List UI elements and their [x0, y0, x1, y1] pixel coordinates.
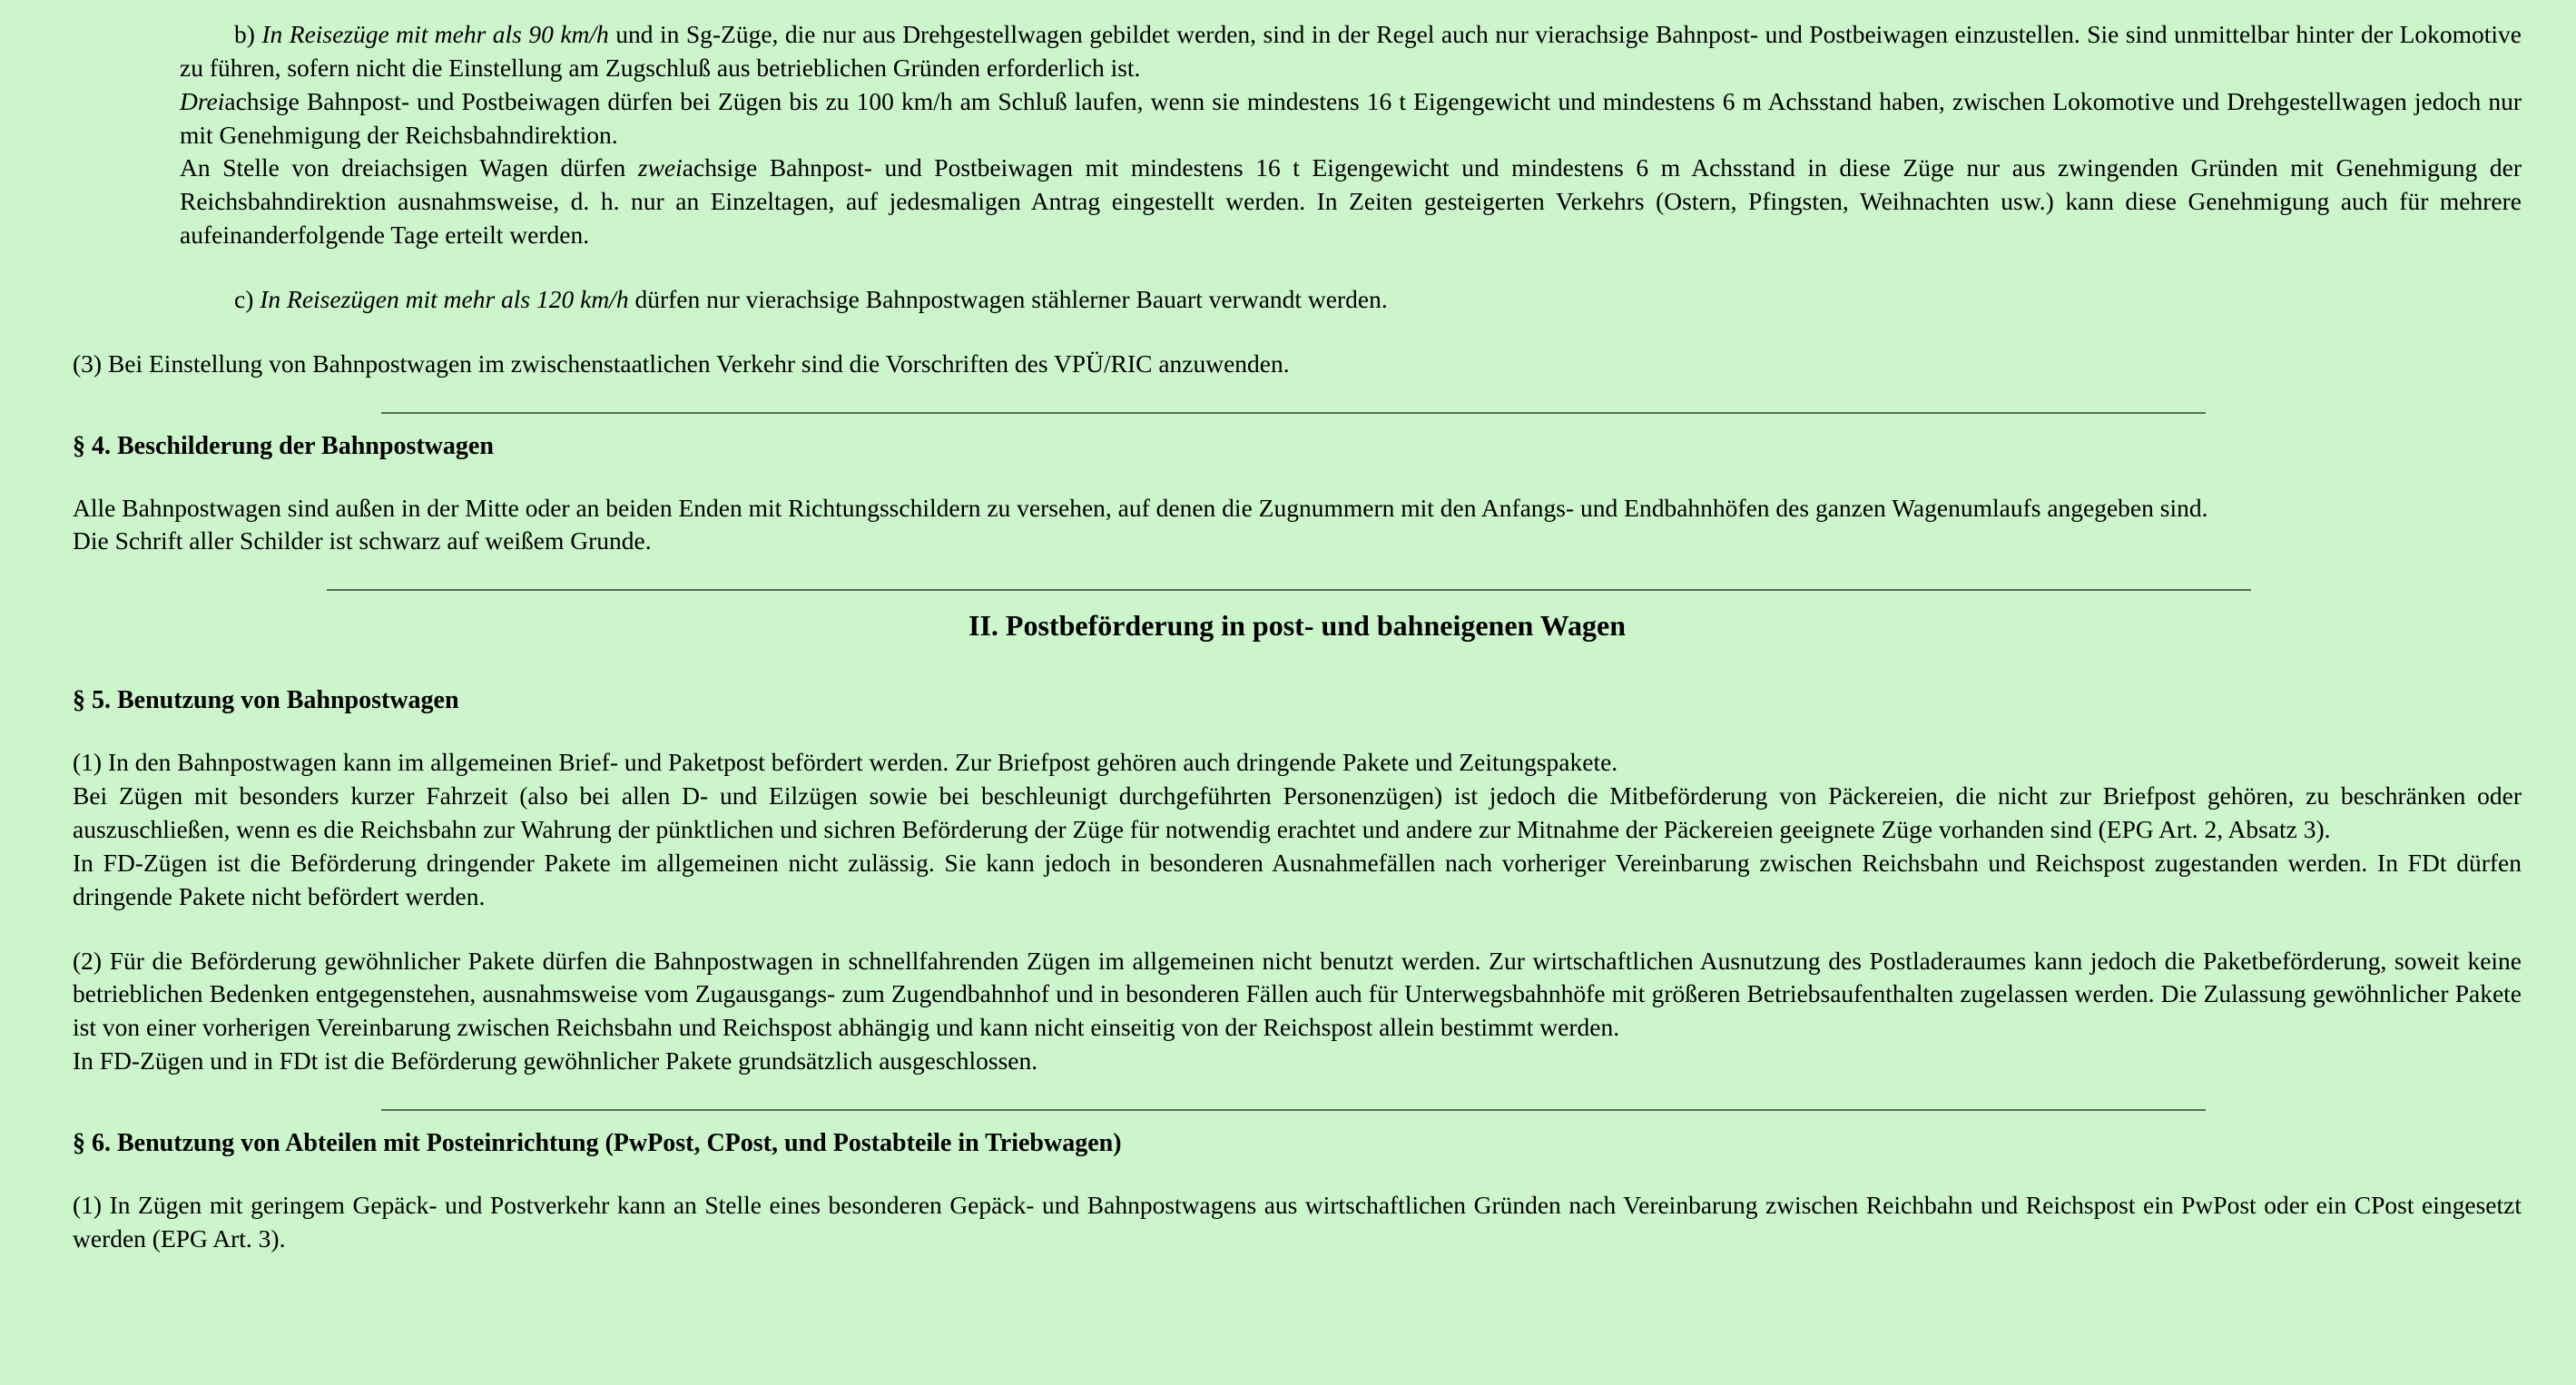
par5-paragraph-2: Bei Zügen mit besonders kurzer Fahrzeit (also bei allen D- und Eilzügen sowie bei beschleunigt durchgeführten Personenzügen) ist jedoch die Mitbeförderung von Päckereien, die nicht zur Briefpost gehören, zu beschränken oder auszuschließen, wenn es die Reichsbahn zur Wahrung der pünktlichen und sichren Beförderung der Züge für notwendig erachtet und andere zur Mitnahme der Päckereien geeignete Züge vorhanden sind (EPG Art. 2, Absatz 3). — [73, 781, 2522, 843]
par4-body — [73, 492, 2522, 559]
spacer-after-rule-2 — [73, 591, 2522, 609]
par5-paragraph-3: In FD-Zügen ist die Beförderung dringender Pakete im allgemeinen nicht zulässig. Sie kann jedoch in besonderen Ausnahmefällen nach vorheriger Vereinbarung zwischen Reichsbahn und Reichspost zugestanden werden. In FDt dürfen dringende Pakete nicht befördert werden. — [73, 848, 2522, 910]
spacer-before-rule-1 — [73, 381, 2522, 412]
paragraph-b-third — [180, 152, 2522, 252]
b-text-3: achsige Bahnpost- und Postbeiwagen mit mindestens 16 t Eigengewicht und mindestens 6 m Achsstand in diese Züge nur aus zwingenden Gründen mit Genehmigung der Reichsbahndirektion ausnahmsweise, d. h. nur an Einzeltagen, auf jedesmaligen Antrag eingestellt werden. In Zeiten gesteigerten Verkehrs (Ostern, Pfingsten, Weihnachten usw.) kann diese Genehmigung auch für mehrere aufeinanderfolgende Tage erteilt werden. — [180, 153, 2522, 250]
b-text-3-pre: An Stelle von dreiachsigen Wagen dürfen — [180, 153, 638, 182]
c-italic: In Reisezügen mit mehr als 120 km/h — [260, 284, 629, 313]
b-text-1: und in Sg-Züge, die nur aus Drehgestellwagen gebildet werden, sind in der Regel auch nur vierachsige Bahnpost- und Postbeiwagen einzustellen. Sie sind unmittelbar hinter der Lokomotive zu führen, sofern nicht die Einstellung am Zugschluß aus betrieblichen Gründen erforderlich ist. — [180, 20, 2522, 82]
par5-body — [73, 746, 2522, 1078]
b-text-2: achsige Bahnpost- und Postbeiwagen dürfen bei Zügen bis zu 100 km/h am Schluß laufen, wenn sie mindestens 16 t Eigengewicht und mindestens 6 m Achsstand haben, zwischen Lokomotive und Drehgestellwagen jedoch nur mit Genehmigung der Reichsbahndirektion. — [180, 86, 2522, 149]
chapter-title-2: II. Postbeförderung in post- und bahneigenen Wagen — [968, 609, 1626, 643]
spacer-after-chapter-title — [73, 643, 2522, 686]
paragraph-b-first — [180, 18, 2522, 85]
spacer-before-rule-2 — [73, 558, 2522, 589]
top-spacer — [73, 0, 2522, 18]
par6-paragraph-1: (1) In Zügen mit geringem Gepäck- und Postverkehr kann an Stelle eines besonderen Gepäck- und Bahnpostwagens aus wirtschaftlichen Gründen nach Vereinbarung zwischen Reichbahn und Reichspost ein PwPost oder ein CPost eingesetzt werden (EPG Art. 3). — [73, 1190, 2522, 1252]
paragraph-c — [180, 283, 2522, 317]
section-heading-par5: § 5. Benutzung von Bahnpostwagen — [73, 686, 459, 715]
b-marker: b) — [234, 20, 255, 48]
spacer-after-rule-1 — [73, 414, 2522, 432]
spacer-after-par4-head — [73, 461, 2522, 492]
par5-paragraph-1: (1) In den Bahnpostwagen kann im allgemeinen Brief- und Paketpost befördert werden. Zur Briefpost gehören auch dringende Pakete und Zeitungspakete. — [73, 748, 1618, 777]
spacer-after-par5-head — [73, 715, 2522, 746]
b-italic-drei: Drei — [180, 86, 225, 115]
paragraph-3-block — [73, 348, 2522, 381]
par6-body — [73, 1189, 2522, 1256]
par5-paragraph-4: (2) Für die Beförderung gewöhnlicher Pakete dürfen die Bahnpostwagen in schnellfahrenden Zügen im allgemeinen nicht benutzt werden. Zur wirtschaftlichen Ausnutzung des Postladeraumes kann jedoch die Paketbeförderung, soweit keine betrieblichen Bedenken entgegenstehen, ausnahmsweise vom Zugausgangs- zum Zugendbahnhof und in besonderen Fällen auch für Unterwegsbahnhöfe mit größeren Betriebsaufenthalten zugelassen werden. Die Zulassung gewöhnlicher Pakete ist von einer vorherigen Vereinbarung zwischen Reichsbahn und Reichspost abhängig und kann nicht einseitig von der Reichspost allein bestimmt werden. — [73, 946, 2522, 1042]
par5-paragraph-5: In FD-Zügen und in FDt ist die Beförderung gewöhnlicher Pakete grundsätzlich ausgeschlossen. — [73, 1046, 1038, 1076]
section-heading-par4: § 4. Beschilderung der Bahnpostwagen — [73, 431, 494, 460]
spacer-after-par6-head — [73, 1158, 2522, 1189]
spacer-before-rule-3 — [73, 1078, 2522, 1109]
paragraph-c-block — [73, 283, 2522, 317]
section-heading-par6: § 6. Benutzung von Abteilen mit Posteinrichtung (PwPost, CPost, und Postabteile in Triebwagen) — [73, 1128, 1122, 1157]
c-marker: c) — [234, 284, 254, 313]
paragraph-b-second — [180, 85, 2522, 152]
b-italic-lead: In Reisezüge mit mehr als 90 km/h — [261, 20, 609, 48]
par4-paragraph-1: Alle Bahnpostwagen sind außen in der Mitte oder an beiden Enden mit Richtungsschildern zu versehen, auf denen die Zugnummern mit den Anfangs- und Endbahnhöfen des ganzen Wagenumlaufs angegeben sind. — [73, 493, 2208, 522]
spacer-after-c — [73, 317, 2522, 348]
paragraph-b-block — [73, 18, 2522, 252]
c-text: dürfen nur vierachsige Bahnpostwagen stählerner Bauart verwandt werden. — [628, 284, 1388, 313]
par4-paragraph-2: Die Schrift aller Schilder ist schwarz auf weißem Grunde. — [73, 526, 652, 555]
spacer-after-rule-3 — [73, 1111, 2522, 1129]
spacer-in-par5 — [73, 914, 2522, 945]
spacer-after-b — [73, 252, 2522, 283]
paragraph-3: (3) Bei Einstellung von Bahnpostwagen im zwischenstaatlichen Verkehr sind die Vorschriften des VPÜ/RIC anzuwenden. — [73, 349, 1290, 378]
b-italic-zwei: zwei — [637, 153, 683, 182]
